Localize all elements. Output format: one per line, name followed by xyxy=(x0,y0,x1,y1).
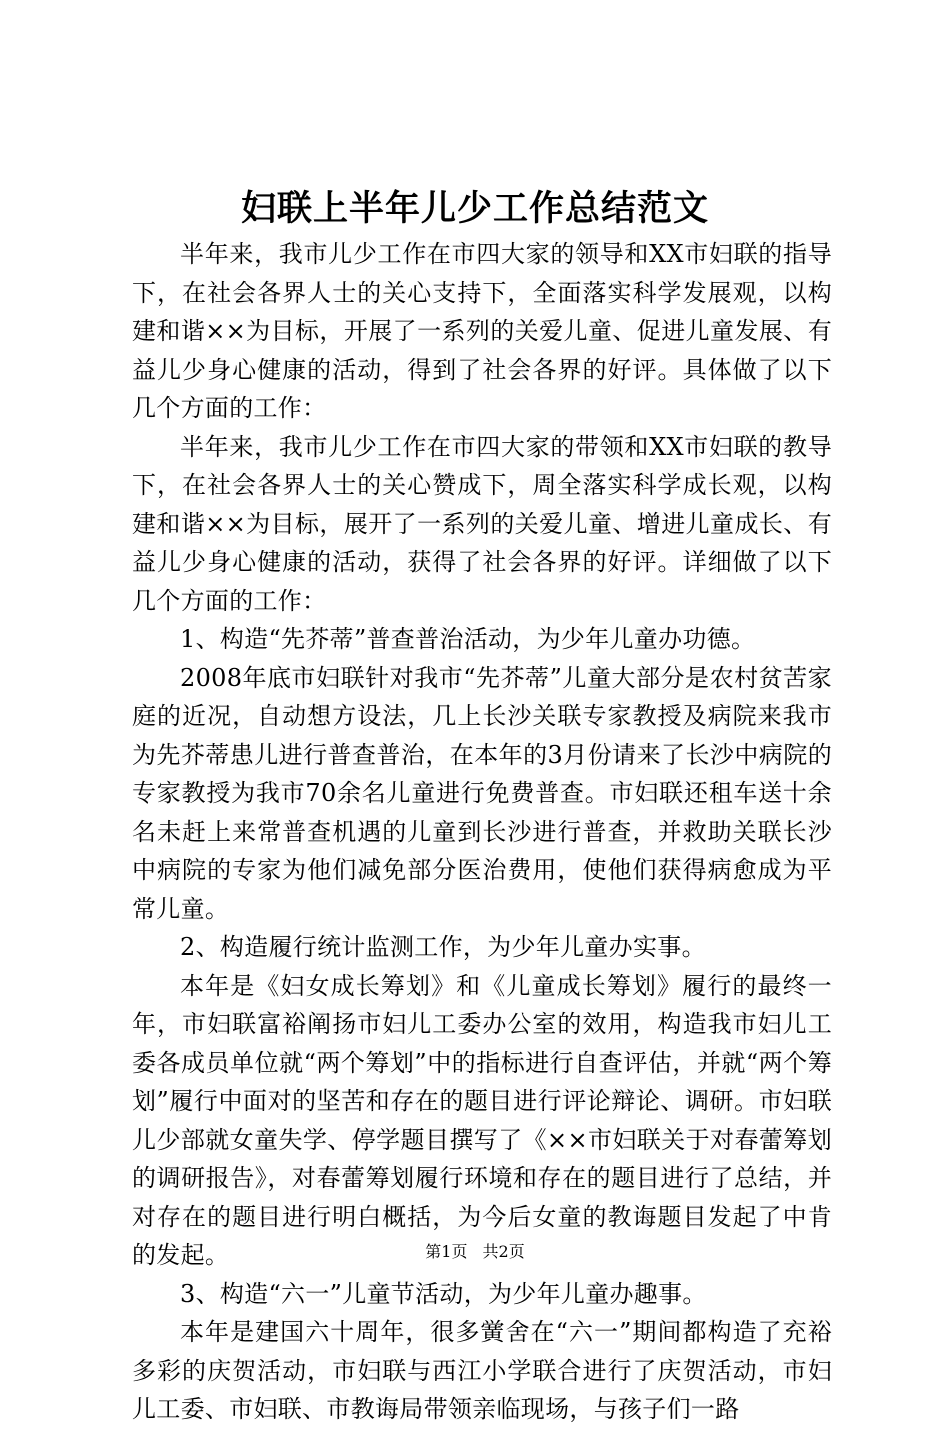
page-total: 共2页 xyxy=(482,1242,525,1261)
paragraph-section-2: 本年是《妇女成长筹划》和《儿童成长筹划》履行的最终一年，市妇联富裕阐扬市妇儿工委办公室的效用，构造我市妇儿工委各成员单位就“两个筹划”中的指标进行自查评估，并就“两个筹划”履行中面对的坚苦和存在的题目进行评论辩论、调研。市妇联儿少部就女童失学、停学题目撰写了《××市妇联关于对春蕾筹划的调研报告》，对春蕾筹划履行环境和存在的题目进行了总结，并对存在的题目进行明白概括，为今后女童的教诲题目发起了中肯的发起。 xyxy=(132,971,832,1269)
paragraph-section-1: 2008年底市妇联针对我市“先芥蒂”儿童大部分是农村贫苦家庭的近况，自动想方设法，几上长沙关联专家教授及病院来我市为先芥蒂患儿进行普查普治，在本年的3月份请来了长沙中病院的专家教授为我市70余名儿童进行免费普查。市妇联还租车送十余名未赶上来常普查机遇的儿童到长沙进行普查，并救助关联长沙中病院的专家为他们减免部分医治费用，使他们获得病愈成为平常儿童。 xyxy=(132,663,832,923)
paragraph-section-3: 本年是建国六十周年，很多黉舍在“六一”期间都构造了充裕多彩的庆贺活动，市妇联与西江小学联合进行了庆贺活动，市妇儿工委、市妇联、市教诲局带领亲临现场，与孩子们一路 xyxy=(132,1318,832,1423)
paragraph-intro-variant: 半年来，我市儿少工作在市四大家的带领和XX市妇联的教导下，在社会各界人士的关心赞成下，周全落实科学成长观，以构建和谐××为目标，展开了一系列的关爱儿童、增进儿童成长、有益儿少身心健康的活动，获得了社会各界的好评。详细做了以下几个方面的工作： xyxy=(132,432,832,615)
page-number: 第1页 xyxy=(425,1242,468,1261)
paragraph-intro: 半年来，我市儿少工作在市四大家的领导和XX市妇联的指导下，在社会各界人士的关心支持下，全面落实科学发展观，以构建和谐××为目标，开展了一系列的关爱儿童、促进儿童发展、有益儿少身心健康的活动，得到了社会各界的好评。具体做了以下几个方面的工作： xyxy=(132,240,832,422)
section-heading-1: 1、构造“先芥蒂”普查普治活动，为少年儿童办功德。 xyxy=(180,625,756,653)
section-heading-2: 2、构造履行统计监测工作，为少年儿童办实事。 xyxy=(180,933,706,961)
page-footer xyxy=(0,1240,950,1264)
section-heading-3: 3、构造“六一”儿童节活动，为少年儿童办趣事。 xyxy=(180,1279,707,1308)
document-title: 妇联上半年儿少工作总结范文 xyxy=(240,188,709,229)
